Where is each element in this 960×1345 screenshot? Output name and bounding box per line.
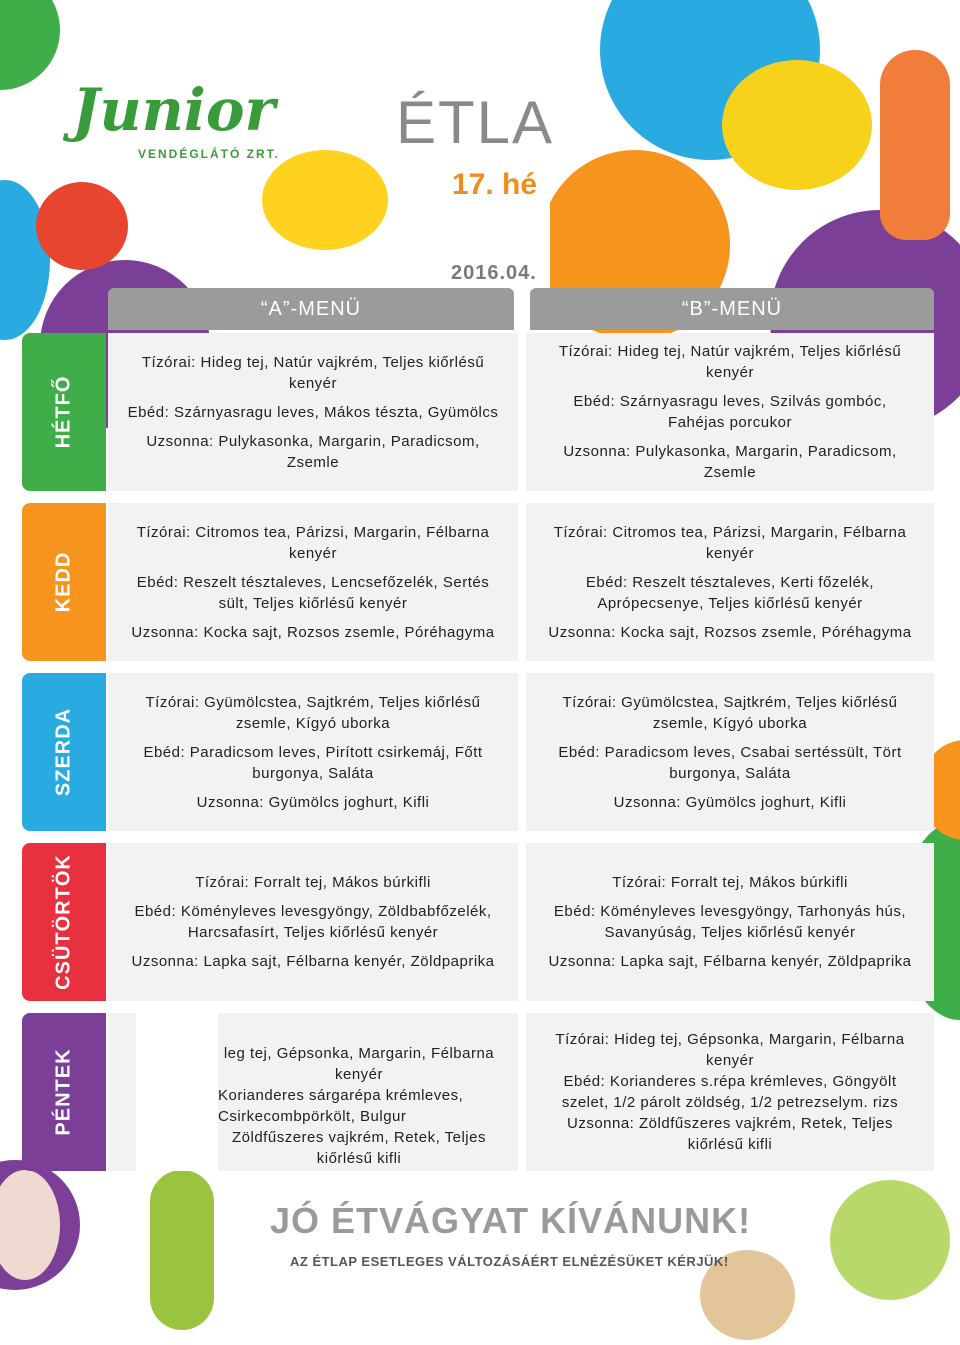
menu-b-wednesday: [526, 673, 934, 831]
meal-text: Ebéd: Korianderes s.répa krémleves, Göngyölt szelet, 1/2 párolt zöldség, 1/2 petrezselym. rizs: [561, 1073, 899, 1111]
menu-b-header: “B”-MENÜ: [530, 288, 934, 330]
meal-text: Tízórai: Hideg tej, Natúr vajkrém, Teljes kiőrlésű kenyér: [141, 353, 485, 392]
tomato-mascot: [36, 182, 128, 270]
meal-text: Uzsonna: Pulykasonka, Margarin, Paradicsom, Zsemle: [563, 443, 897, 481]
day-label: HÉTFŐ: [52, 375, 75, 449]
date-label: 2016.04.: [451, 262, 537, 284]
meal-text: Uzsonna: Zöldfűszeres vajkrém, Retek, Teljes kiőrlésű kifli: [566, 1115, 893, 1153]
meal-text: Uzsonna: Gyümölcs joghurt, Kifli: [196, 793, 430, 811]
day-tab-thursday: [22, 843, 106, 1001]
menu-b-tuesday: [526, 503, 934, 661]
menu-a-thursday: [108, 843, 518, 1001]
meal-text: Tízórai: Gyümölcstea, Sajtkrém, Teljes kiőrlésű zsemle, Kígyó uborka: [145, 693, 481, 732]
page-title: ÉTLA: [396, 89, 555, 156]
day-tab-friday: [22, 1013, 106, 1171]
meal-text: Ebéd: Köményleves levesgyöngy, Zöldbabfőzelék, Harcsafasírt, Teljes kiőrlésű kenyér: [134, 903, 492, 941]
day-tab-wednesday: [22, 673, 106, 831]
friday-a-text: [214, 1043, 504, 1169]
meal-text: Ebéd: Reszelt tésztaleves, Lencsefőzelék, Sertés sült, Teljes kiőrlésű kenyér: [136, 573, 490, 612]
footer-notice: AZ ÉTLAP ESETLEGES VÁLTOZÁSÁÉRT ELNÉZÉSÜKET KÉRJÜK!: [290, 1254, 729, 1269]
meal-text: Tízórai: Gyümölcstea, Sajtkrém, Teljes kiőrlésű zsemle, Kígyó uborka: [562, 693, 898, 732]
menu-b-friday: [526, 1013, 934, 1171]
day-label: CSÜTÖRTÖK: [52, 854, 75, 990]
meal-text: Tízórai: Forralt tej, Mákos búrkifli: [612, 874, 848, 891]
meal-text: Csirkecombpörkölt, Bulgur: [218, 1108, 407, 1125]
meal-text: Uzsonna: Pulykasonka, Margarin, Paradicsom, Zsemle: [146, 432, 480, 471]
menu-a-tuesday: [108, 503, 518, 661]
day-label: KEDD: [52, 551, 75, 613]
meal-text: Tízórai: Citromos tea, Párizsi, Margarin, Félbarna kenyér: [136, 523, 490, 562]
meal-text: Tízórai: Hideg tej, Natúr vajkrém, Teljes kiőrlésű kenyér: [558, 343, 902, 381]
meal-text: Ebéd: Reszelt tésztaleves, Kerti főzelék, Aprópecsenye, Teljes kiőrlésű kenyér: [585, 573, 875, 612]
meal-text: Uzsonna: Gyümölcs joghurt, Kifli: [613, 793, 847, 811]
meal-text: Ebéd: Köményleves levesgyöngy, Tarhonyás hús, Savanyúság, Teljes kiőrlésű kenyér: [553, 903, 907, 941]
meal-text: Ebéd: Szárnyasragu leves, Szilvás gombóc, Fahéjas porcukor: [573, 393, 887, 431]
day-label: SZERDA: [52, 707, 75, 797]
day-tab-tuesday: [22, 503, 106, 661]
week-label: 17. hé: [452, 168, 538, 201]
logo: Junior: [72, 76, 276, 144]
menu-a-monday: [108, 333, 518, 491]
meal-text: Tízórai: Hideg tej, Gépsonka, Margarin, Félbarna kenyér: [555, 1031, 905, 1069]
cover-panel: [136, 1013, 218, 1171]
meal-text: Tízórai: Citromos tea, Párizsi, Margarin, Félbarna kenyér: [553, 523, 907, 562]
cucumber-mascot: [150, 1170, 214, 1330]
cabbage-mascot: [830, 1180, 950, 1300]
meal-text: Koriander​es sárgarépa krémleves,: [218, 1087, 464, 1104]
meal-text: Uzsonna: Kocka sajt, Rozsos zsemle, Póréhagyma: [131, 623, 495, 641]
logo-subtitle: VENDÉGLÁTÓ ZRT.: [138, 147, 281, 161]
meal-text: Ebéd: Szárnyasragu leves, Mákos tészta, Gyümölcs: [127, 403, 499, 421]
meal-text: Uzsonna: Lapka sajt, Félbarna kenyér, Zöldpaprika: [131, 953, 495, 970]
meal-text: Uzsonna: Kocka sajt, Rozsos zsemle, Póréhagyma: [548, 623, 912, 641]
meal-text: Zöldfűszeres vajkrém, Retek, Teljes kiőrlésű kifli: [232, 1129, 486, 1167]
menu-a-header: “A”-MENÜ: [108, 288, 514, 330]
carrot-mascot: [880, 50, 950, 240]
squash-mascot: [262, 150, 388, 250]
pepper-mascot: [722, 60, 872, 190]
menu-a-wednesday: [108, 673, 518, 831]
meal-text: Tízórai: Forralt tej, Mákos búrkifli: [195, 874, 431, 891]
meal-text: Uzsonna: Lapka sajt, Félbarna kenyér, Zöldpaprika: [548, 953, 912, 970]
meal-text: Ebéd: Paradicsom leves, Csabai sertéssült, Tört burgonya, Saláta: [558, 743, 902, 782]
menu-a-friday: [108, 1013, 518, 1171]
day-label: PÉNTEK: [52, 1048, 75, 1136]
day-tab-monday: [22, 333, 106, 491]
meal-text: leg tej, Gépsonka, Margarin, Félbarna kenyér: [223, 1045, 495, 1083]
decor-circle-green: [0, 0, 60, 90]
menu-b-thursday: [526, 843, 934, 1001]
footer-wish: JÓ ÉTVÁGYAT KÍVÁNUNK!: [270, 1200, 752, 1241]
menu-b-monday: [526, 333, 934, 491]
meal-text: Ebéd: Paradicsom leves, Pirított csirkemáj, Főtt burgonya, Saláta: [143, 743, 483, 782]
